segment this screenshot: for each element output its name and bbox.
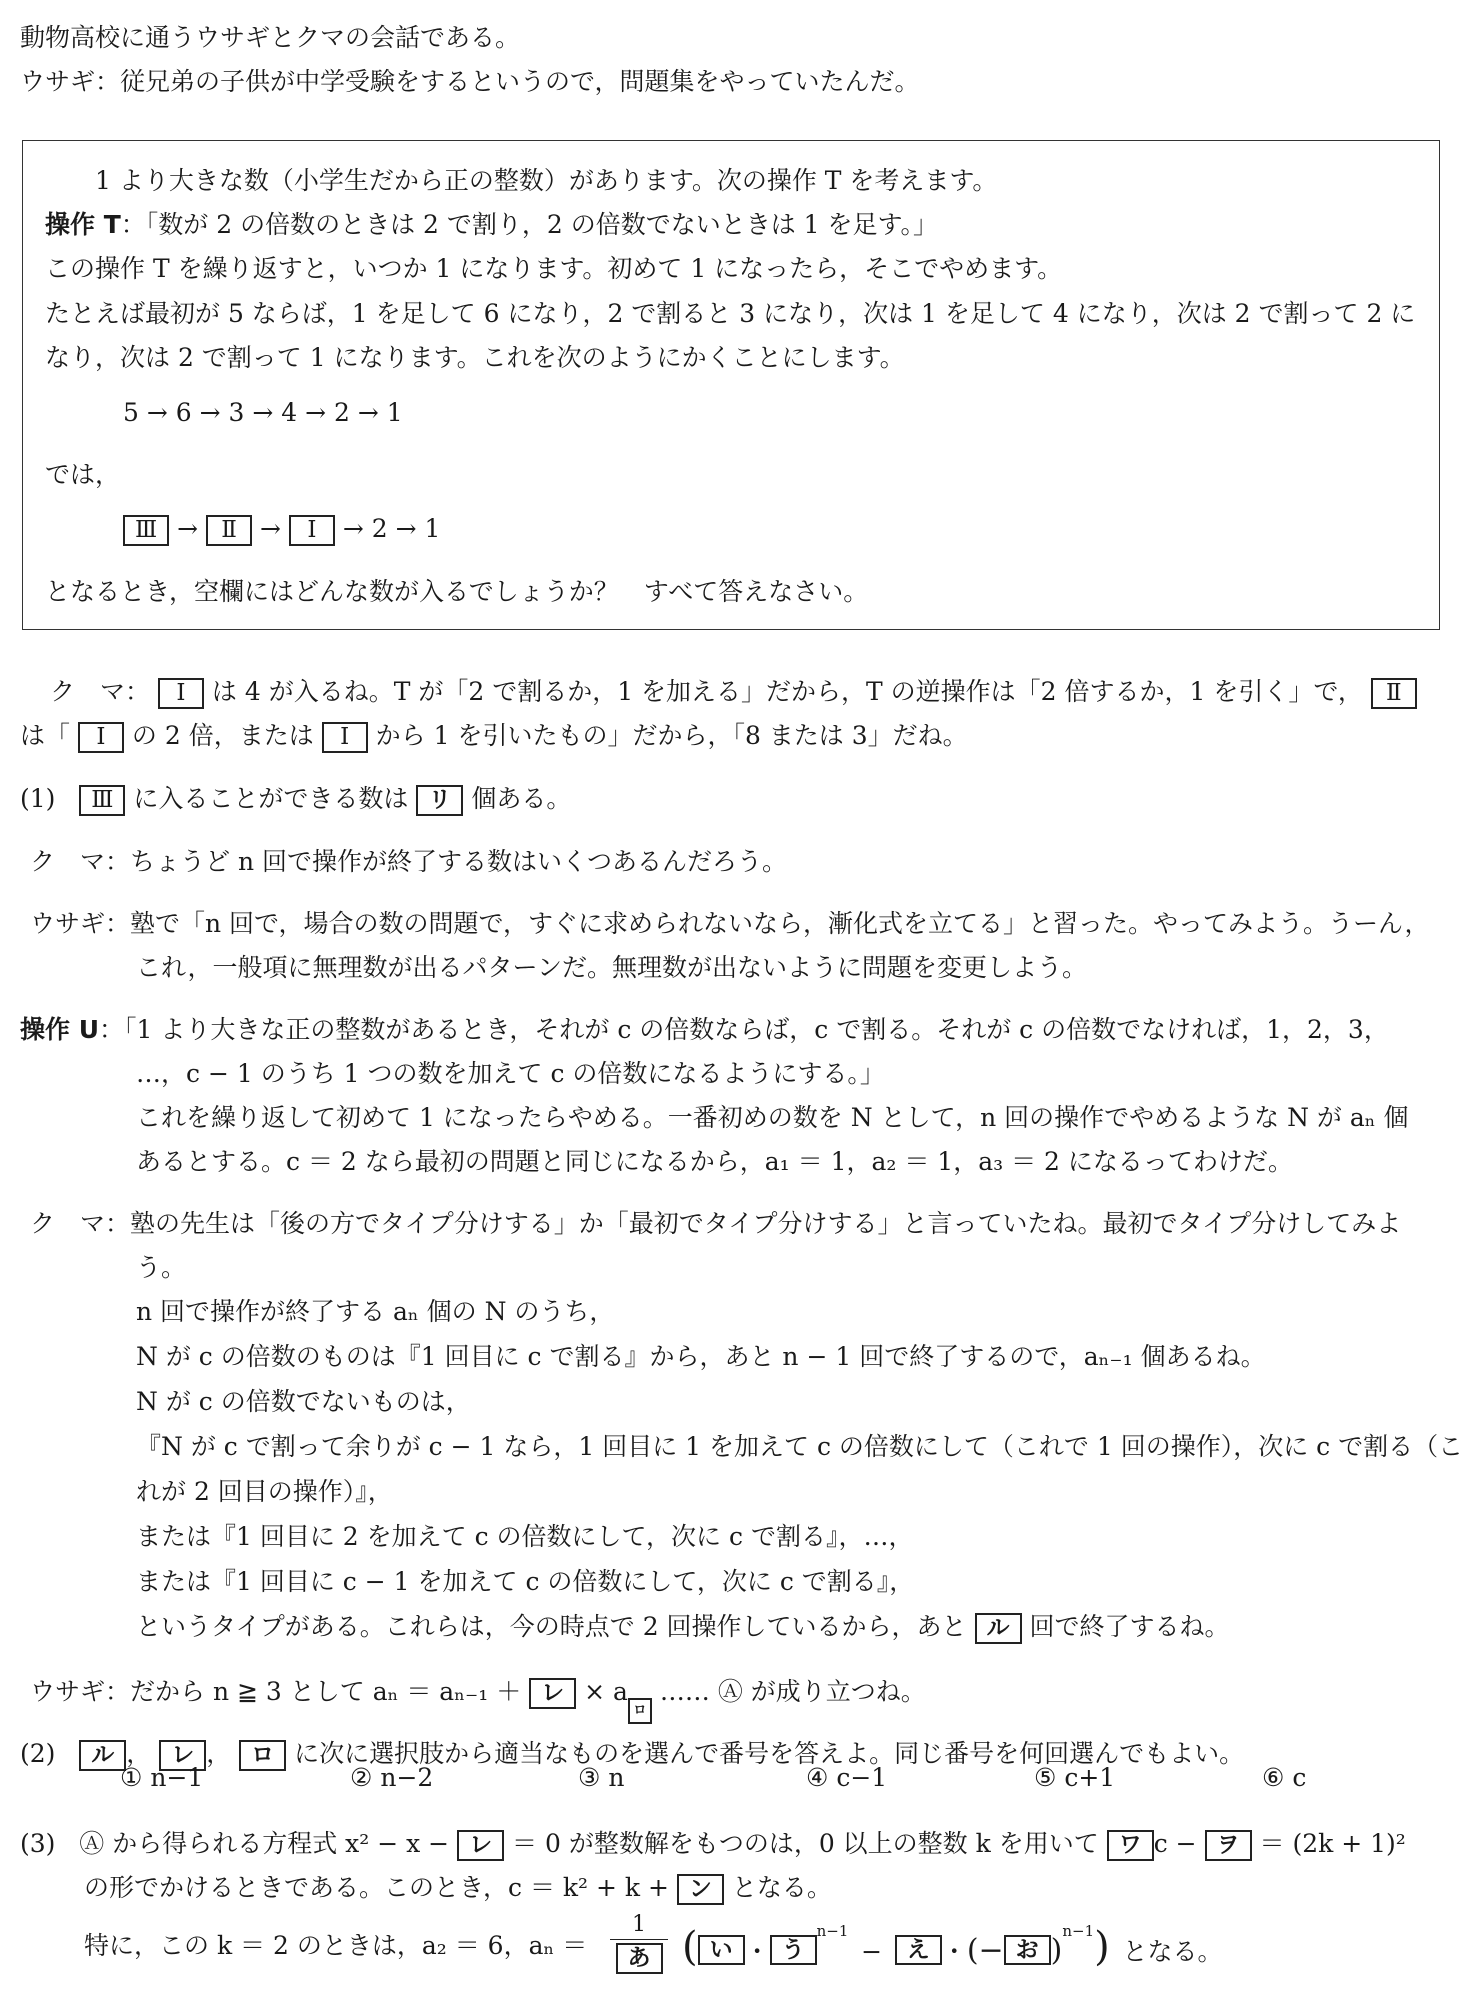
example-chain: 5 → 6 → 3 → 4 → 2 → 1 bbox=[123, 398, 403, 427]
kuma-line-3j-pre: というタイプがある。これらは，今の時点で 2 回操作しているから，あと bbox=[136, 1612, 967, 1641]
q3-l3-pre: 特に，この k ＝ 2 のときは，a₂ ＝ 6，aₙ ＝ bbox=[84, 1931, 588, 1960]
problem-line-1: 1 より大きな数（小学生だから正の整数）があります。次の操作 T を考えます。 bbox=[95, 166, 998, 195]
q3-l2-post: となる。 bbox=[731, 1873, 832, 1902]
answer-box-ro-sub: ロ bbox=[628, 1698, 652, 1724]
operation-t-text: ：「数が 2 の倍数のときは 2 で割り，2 の倍数でないときは 1 を足す。」 bbox=[120, 210, 939, 239]
q3-l1-pre: Ⓐ から得られる方程式 x² − x − bbox=[79, 1829, 450, 1858]
question-2-label: (2) bbox=[20, 1739, 56, 1768]
kuma-line-3g: れが 2 回目の操作）』， bbox=[136, 1477, 393, 1506]
answer-box-a: あ bbox=[616, 1943, 663, 1973]
kuma-line-3i: または『1 回目に c − 1 を加えて c の倍数にして，次に c で割る』， bbox=[136, 1567, 915, 1596]
operation-u-line-3: これを繰り返して初めて 1 になったらやめる。一番初めの数を N として，n 回の操作でやめるような N が aₙ 個 bbox=[136, 1103, 1409, 1132]
dot: ・ bbox=[744, 1937, 770, 1966]
question-3-line-3 bbox=[84, 1930, 587, 1961]
kuma-line-3e: N が c の倍数でないものは， bbox=[136, 1387, 471, 1416]
option-2: ② n−2 bbox=[350, 1763, 434, 1792]
kuma-line-2-post: から 1 を引いたもの」だから，「8 または 3」だね。 bbox=[375, 721, 968, 750]
kuma-line-3d: N が c の倍数のものは『1 回目に c で割る』から，あと n − 1 回で終了するので，aₙ₋₁ 個あるね。 bbox=[136, 1342, 1266, 1371]
formula-expression bbox=[682, 1922, 1223, 1972]
close-paren-inner: ) bbox=[1050, 1933, 1063, 1968]
blank-box-2: Ⅱ bbox=[206, 515, 252, 545]
answer-box-wo: ヲ bbox=[1205, 1830, 1252, 1860]
kuma-line-3a: ク マ：塾の先生は「後の方でタイプ分けする」か「最初でタイプ分けする」と言っていたね。最初でタイプ分けしてみよ bbox=[30, 1209, 1402, 1238]
blank-box-1: Ⅰ bbox=[158, 678, 204, 708]
blank-box-3: Ⅲ bbox=[79, 785, 125, 815]
problem-question: となるとき，空欄にはどんな数が入るでしょうか？ すべて答えなさい。 bbox=[45, 577, 869, 606]
answer-box-i: い bbox=[698, 1935, 745, 1965]
dewa-text: では， bbox=[45, 460, 121, 489]
kuma-line-3j bbox=[136, 1611, 1229, 1644]
kuma-line-2 bbox=[20, 720, 968, 753]
question-1-end: 個ある。 bbox=[471, 784, 572, 813]
answer-box-o: お bbox=[1004, 1935, 1051, 1965]
recurrence-mid: × a bbox=[584, 1677, 628, 1706]
speaker-kuma: ク マ： bbox=[50, 677, 151, 706]
question-3-line-2 bbox=[84, 1872, 832, 1905]
usagi-recurrence bbox=[30, 1676, 926, 1724]
minus: − bbox=[861, 1937, 883, 1966]
q3-l1-post: ＝ (2k + 1)² bbox=[1259, 1829, 1406, 1858]
operation-u-text: ：「1 より大きな正の整数があるとき，それが c の倍数ならば，c で割る。それが c の倍数でなければ，1，2，3， bbox=[99, 1015, 1389, 1044]
recurrence-pre: ウサギ：だから n ≧ 3 として aₙ ＝ aₙ₋₁ ＋ bbox=[30, 1677, 522, 1706]
chain-tail: → 2 → 1 bbox=[342, 514, 441, 543]
q3-l1-mid: ＝ 0 が整数解をもつのは，0 以上の整数 k を用いて bbox=[512, 1829, 1099, 1858]
kuma-question: ク マ：ちょうど n 回で操作が終了する数はいくつあるんだろう。 bbox=[30, 847, 787, 876]
option-6: ⑥ c bbox=[1262, 1763, 1307, 1792]
question-1 bbox=[20, 783, 571, 816]
operation-u-label: 操作 U bbox=[20, 1015, 100, 1044]
kuma-line-3c: n 回で操作が終了する aₙ 個の N のうち， bbox=[136, 1297, 615, 1326]
arrow: → bbox=[260, 514, 281, 543]
answer-box-re: レ bbox=[159, 1740, 206, 1770]
blank-box-1: Ⅰ bbox=[322, 722, 368, 752]
answer-box-wa: ワ bbox=[1107, 1830, 1154, 1860]
close-paren: ) bbox=[1094, 1924, 1110, 1970]
q3-l2-pre: の形でかけるときである。このとき，c ＝ k² + k + bbox=[84, 1873, 669, 1902]
open-paren: ( bbox=[682, 1924, 698, 1970]
arrow: → bbox=[177, 514, 199, 543]
neg-open: (− bbox=[966, 1933, 1004, 1968]
kuma-line-2-pre: は「 bbox=[20, 721, 71, 750]
intro-line-2: ウサギ：従兄弟の子供が中学受験をするというので，問題集をやっていたんだ。 bbox=[20, 67, 920, 96]
option-5: ⑤ c+1 bbox=[1034, 1763, 1116, 1792]
kuma-line-3b: う。 bbox=[136, 1253, 187, 1282]
answer-box-ru: ル bbox=[79, 1740, 126, 1770]
usagi-line-1: ウサギ：塾で「n 回で，場合の数の問題で，すぐに求められないなら，漸化式を立てる」と習った。やってみよう。うーん， bbox=[30, 909, 1430, 938]
kuma-line-1 bbox=[50, 676, 1417, 709]
problem-line-3: この操作 T を繰り返すと，いつか 1 になります。初めて 1 になったら，そこでやめます。 bbox=[45, 254, 1063, 283]
usagi-line-2: これ，一般項に無理数が出るパターンだ。無理数が出ないように問題を変更しよう。 bbox=[136, 953, 1088, 982]
operation-t bbox=[45, 209, 938, 240]
answer-box-re: レ bbox=[457, 1830, 504, 1860]
answer-box-ri: リ bbox=[416, 785, 463, 815]
question-1-text: に入ることができる数は bbox=[133, 784, 409, 813]
operation-u-line-4: あるとする。c ＝ 2 なら最初の問題と同じになるから，a₁ ＝ 1，a₂ ＝ 1，a₃ ＝ 2 になるってわけだ。 bbox=[136, 1147, 1293, 1176]
kuma-line-1-text: は 4 が入るね。T が「2 で割るか，1 を加える」だから，T の逆操作は「2 倍するか，1 を引く」で， bbox=[211, 677, 1363, 706]
option-3: ③ n bbox=[578, 1763, 625, 1792]
question-3-label: (3) bbox=[20, 1829, 56, 1858]
kuma-line-3j-post: 回で終了するね。 bbox=[1029, 1612, 1230, 1641]
question-3-line-1 bbox=[20, 1828, 1406, 1861]
question-1-label: (1) bbox=[20, 784, 56, 813]
answer-box-re: レ bbox=[529, 1678, 576, 1708]
blank-chain bbox=[123, 513, 440, 546]
problem-line-5: なり，次は 2 で割って 1 になります。これを次のようにかくことにします。 bbox=[45, 343, 905, 372]
option-1: ① n−1 bbox=[120, 1763, 204, 1792]
intro-line-1: 動物高校に通うウサギとクマの会話である。 bbox=[20, 23, 521, 52]
blank-box-3: Ⅲ bbox=[123, 515, 169, 545]
recurrence-post: …… Ⓐ が成り立つね。 bbox=[659, 1677, 926, 1706]
answer-box-u: う bbox=[770, 1935, 817, 1965]
exponent: n−1 bbox=[816, 1922, 849, 1940]
option-4: ④ c−1 bbox=[806, 1763, 888, 1792]
kuma-line-3f: 『N が c で割って余りが c − 1 なら，1 回目に 1 を加えて c の倍数にして（これで 1 回の操作），次に c で割る（こ bbox=[136, 1432, 1464, 1461]
question-2: (2) ル ， レ ， ロ に次に選択肢から適当なものを選んで番号を答えよ。同じ番号を何回選んでもよい。 bbox=[20, 1738, 1244, 1771]
operation-t-label: 操作 T bbox=[45, 210, 121, 239]
fraction-bar bbox=[610, 1939, 668, 1940]
fraction bbox=[610, 1912, 668, 1974]
q3-l1-c: c − bbox=[1153, 1829, 1197, 1858]
blank-box-2: Ⅱ bbox=[1371, 678, 1417, 708]
blank-box-1: Ⅰ bbox=[78, 722, 124, 752]
kuma-line-2-mid: の 2 倍，または bbox=[131, 721, 314, 750]
operation-u bbox=[20, 1014, 1389, 1045]
answer-box-n: ン bbox=[677, 1874, 724, 1904]
q3-l3-post: となる。 bbox=[1122, 1937, 1223, 1966]
kuma-line-3h: または『1 回目に 2 を加えて c の倍数にして，次に c で割る』，…， bbox=[136, 1522, 914, 1551]
blank-box-1: Ⅰ bbox=[289, 515, 335, 545]
exponent: n−1 bbox=[1062, 1922, 1095, 1940]
answer-box-ro: ロ bbox=[239, 1740, 286, 1770]
answer-box-ru: ル bbox=[975, 1613, 1022, 1643]
dot: ・ bbox=[941, 1937, 967, 1966]
operation-u-line-2: …，c − 1 のうち 1 つの数を加えて c の倍数になるようにする。」 bbox=[136, 1059, 885, 1088]
fraction-numerator: 1 bbox=[632, 1912, 646, 1937]
problem-box bbox=[22, 140, 1440, 630]
question-2-text: に次に選択肢から適当なものを選んで番号を答えよ。同じ番号を何回選んでもよい。 bbox=[294, 1739, 1245, 1768]
problem-line-4: たとえば最初が 5 ならば，1 を足して 6 になり，2 で割ると 3 になり，次は 1 を足して 4 になり，次は 2 で割って 2 に bbox=[45, 299, 1416, 328]
answer-box-e: え bbox=[895, 1935, 942, 1965]
